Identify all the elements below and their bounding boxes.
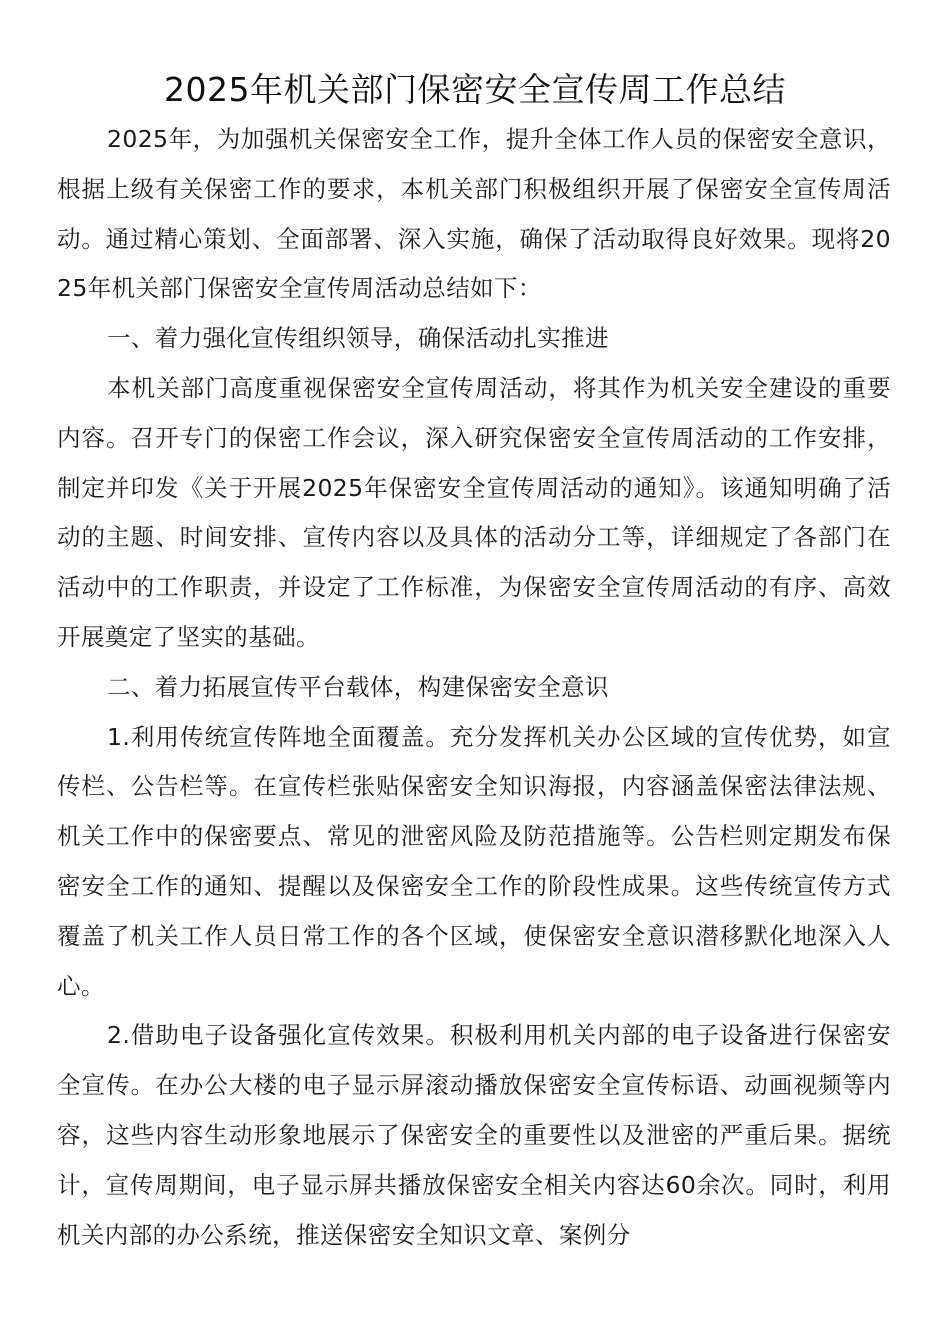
- section-1-paragraph: 本机关部门高度重视保密安全宣传周活动，将其作为机关安全建设的重要内容。召开专门的保密工作会议，深入研究保密安全宣传周活动的工作安排，制定并印发《关于开展2025年保密安全宣传周活动的通知》。该通知明确了活动的主题、时间安排、宣传内容以及具体的活动分工等，详细规定了各部门在活动中的工作职责，并设定了工作标准，为保密安全宣传周活动的有序、高效开展奠定了坚实的基础。: [57, 373, 891, 651]
- document-title: 2025年机关部门保密安全宣传周工作总结: [164, 70, 786, 109]
- section-2-item-1-paragraph: 1.利用传统宣传阵地全面覆盖。充分发挥机关办公区域的宣传优势，如宣传栏、公告栏等。在宣传栏张贴保密安全知识海报，内容涵盖保密法律法规、机关工作中的保密要点、常见的泄密风险及防范措施等。公告栏则定期发布保密安全工作的通知、提醒以及保密安全工作的阶段性成果。这些传统宣传方式覆盖了机关工作人员日常工作的各个区域，使保密安全意识潜移默化地深入人心。: [57, 722, 891, 1000]
- section-heading-1: 一、着力强化宣传组织领导，确保活动扎实推进: [107, 324, 609, 353]
- intro-paragraph: 2025年，为加强机关保密安全工作，提升全体工作人员的保密安全意识，根据上级有关保密工作的要求，本机关部门积极组织开展了保密安全宣传周活动。通过精心策划、全面部署、深入实施，确保了活动取得良好效果。现将2025年机关部门保密安全宣传周活动总结如下：: [57, 125, 891, 303]
- section-heading-2: 二、着力拓展宣传平台载体，构建保密安全意识: [107, 672, 609, 701]
- document-body: [57, 115, 891, 1260]
- section-2-item-2-paragraph: 2.借助电子设备强化宣传效果。积极利用机关内部的电子设备进行保密安全宣传。在办公大楼的电子显示屏滚动播放保密安全宣传标语、动画视频等内容，这些内容生动形象地展示了保密安全的重要性以及泄密的严重后果。据统计，宣传周期间，电子显示屏共播放保密安全相关内容达60余次。同时，利用机关内部的办公系统，推送保密安全知识文章、案例分: [57, 1021, 891, 1249]
